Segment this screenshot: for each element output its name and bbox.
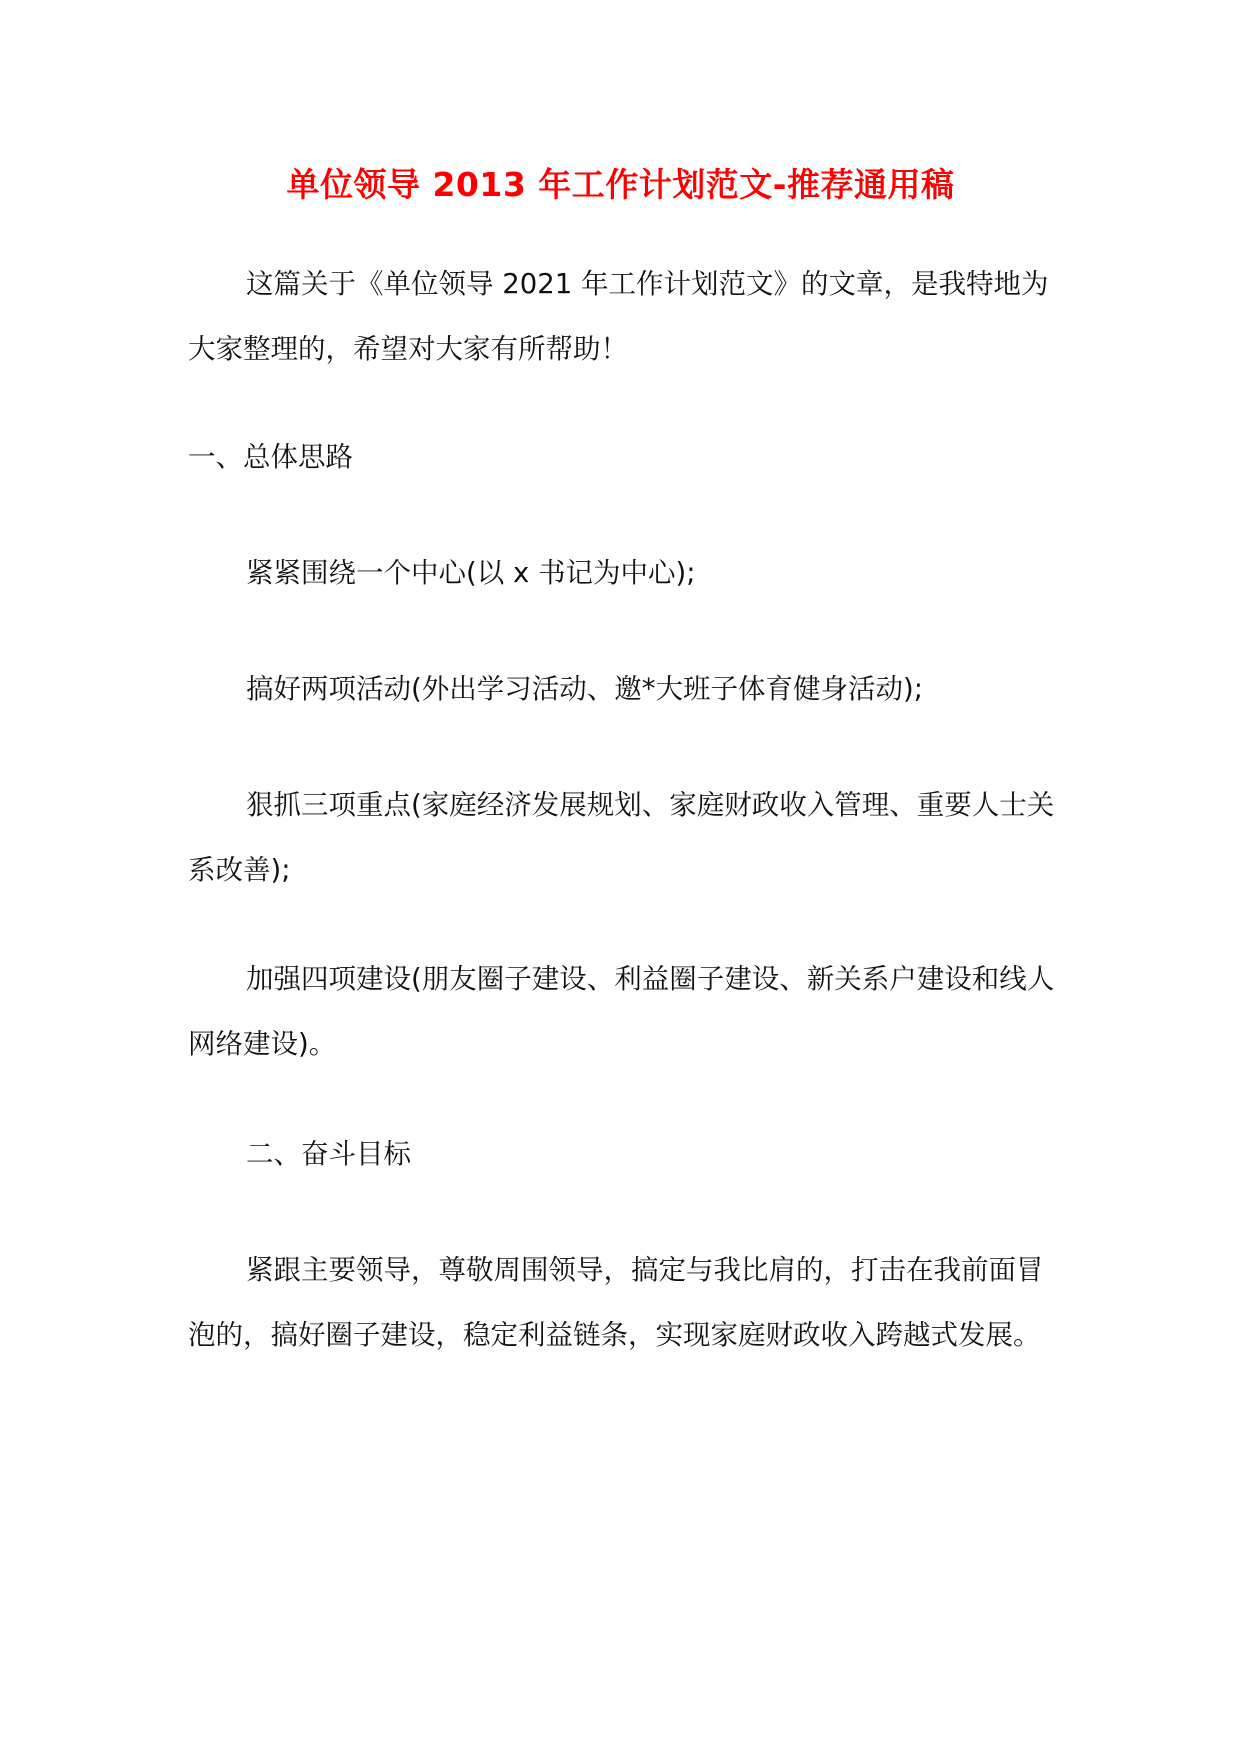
body-paragraph: 狠抓三项重点(家庭经济发展规划、家庭财政收入管理、重要人士关系改善); (188, 789, 1055, 886)
body-paragraph: 搞好两项活动(外出学习活动、邀*大班子体育健身活动); (246, 673, 923, 705)
section-heading-overall-approach: 一、总体思路 (188, 441, 353, 473)
body-paragraph: 紧跟主要领导，尊敬周围领导，搞定与我比肩的，打击在我前面冒泡的，搞好圈子建设，稳定利益链条，实现家庭财政收入跨越式发展。 (188, 1254, 1044, 1351)
section-heading-goals: 二、奋斗目标 (246, 1138, 411, 1170)
intro-paragraph: 这篇关于《单位领导 2021 年工作计划范文》的文章，是我特地为大家整理的，希望对大家有所帮助！ (188, 268, 1049, 365)
body-paragraph: 加强四项建设(朋友圈子建设、利益圈子建设、新关系户建设和线人网络建设)。 (188, 963, 1055, 1060)
body-paragraph: 紧紧围绕一个中心(以 x 书记为中心); (246, 557, 696, 589)
document-title: 单位领导 2013 年工作计划范文-推荐通用稿 (286, 165, 955, 204)
